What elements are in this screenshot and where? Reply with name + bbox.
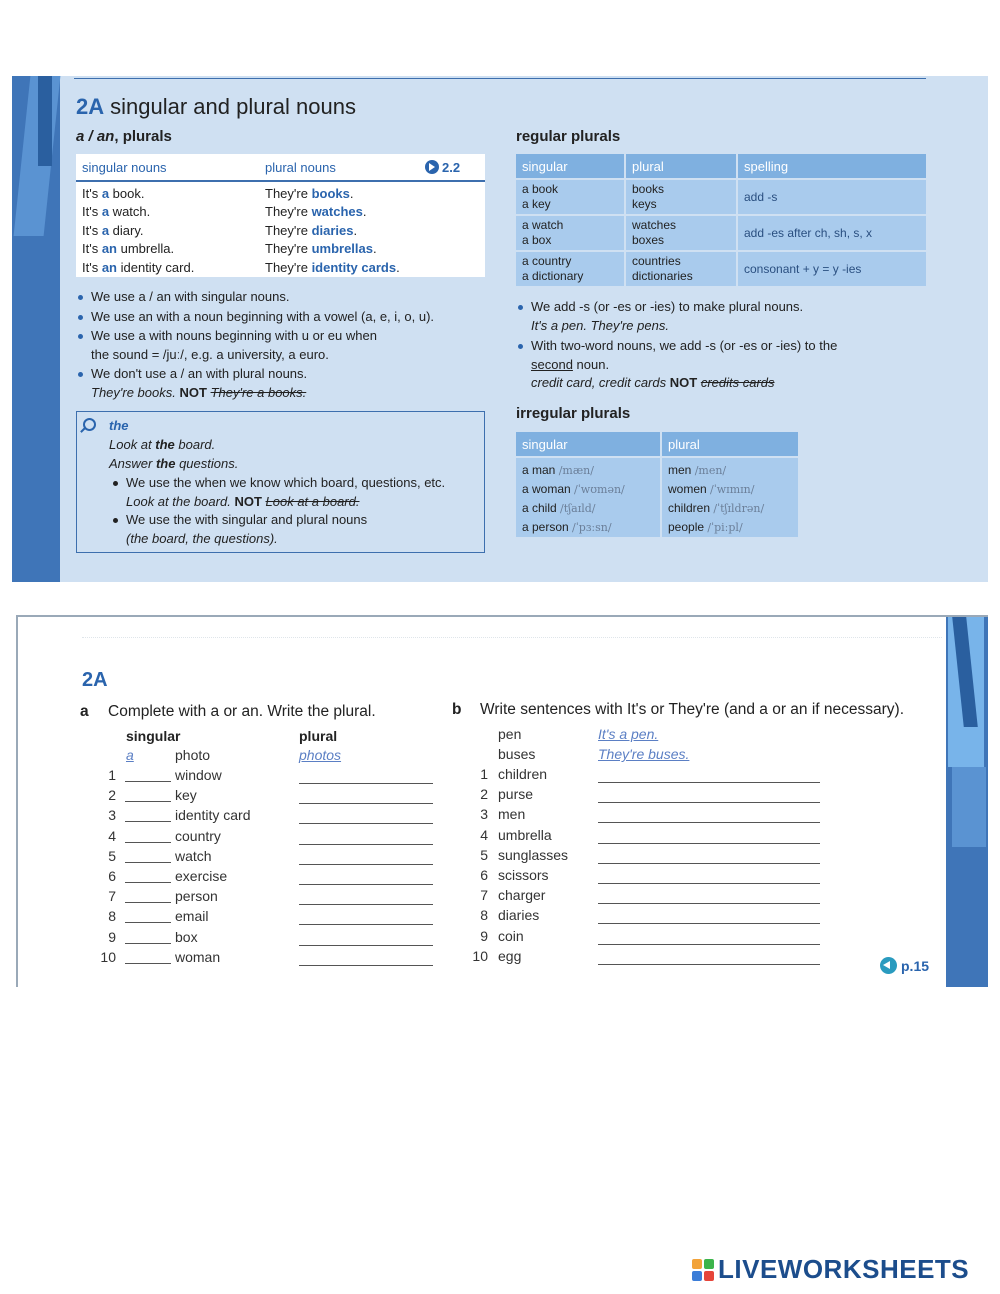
item-number: 8 bbox=[108, 908, 116, 925]
aan-row bbox=[76, 258, 485, 277]
col-plural-nouns: plural nouns bbox=[265, 159, 336, 175]
irr-singular: a person /ˈpɜːsn/ bbox=[515, 518, 661, 537]
reg-plural: books keys bbox=[625, 179, 737, 215]
top-rule bbox=[74, 78, 926, 79]
item-number: 7 bbox=[480, 887, 488, 904]
regular-plurals-heading: regular plurals bbox=[516, 128, 621, 145]
item-word: men bbox=[498, 806, 526, 823]
plural-example: They're umbrellas. bbox=[265, 241, 377, 257]
logo-square bbox=[692, 1271, 702, 1281]
the-info-box bbox=[76, 411, 485, 553]
item-number: 10 bbox=[100, 948, 116, 965]
exercise-b-row bbox=[18, 907, 918, 927]
item-number: 5 bbox=[480, 846, 488, 863]
reg-plural: watches boxes bbox=[625, 215, 737, 251]
exercise-b-row bbox=[18, 948, 918, 968]
singular-example: It's a book. bbox=[82, 185, 145, 201]
item-number: 2 bbox=[480, 786, 488, 803]
aan-row bbox=[76, 221, 485, 240]
col-singular-nouns: singular nouns bbox=[82, 159, 167, 175]
item-number: 1 bbox=[108, 767, 116, 783]
item-word: sunglasses bbox=[498, 846, 569, 863]
the-example-1: Look at the board. bbox=[109, 437, 216, 452]
reg-col-singular: singular bbox=[515, 153, 625, 179]
sentence-answer-input[interactable] bbox=[598, 928, 820, 945]
reg-singular: a book a key bbox=[515, 179, 625, 215]
sentence-answer-input[interactable] bbox=[598, 948, 820, 965]
item-word: identity card bbox=[175, 807, 251, 824]
exercise-a-instruction: a Complete with a or an. Write the plural. bbox=[80, 703, 376, 720]
item-number: 6 bbox=[480, 867, 488, 883]
exercise-b-row bbox=[18, 806, 918, 826]
item-number: 5 bbox=[108, 847, 116, 864]
page-reference[interactable]: p.15 bbox=[880, 957, 929, 974]
singular-example: It's an identity card. bbox=[82, 259, 195, 275]
item-number: 9 bbox=[108, 928, 116, 945]
example-row-b bbox=[18, 746, 918, 766]
item-word: charger bbox=[498, 887, 546, 904]
example-row-b bbox=[18, 726, 918, 746]
col-plural: plural bbox=[299, 728, 338, 744]
col-singular: singular bbox=[126, 728, 181, 744]
item-number: 10 bbox=[472, 947, 488, 964]
item-word: umbrella bbox=[498, 826, 552, 843]
the-example-2: Answer the questions. bbox=[109, 456, 239, 471]
irr-plural: women /ˈwɪmɪn/ bbox=[661, 480, 799, 499]
sentence-answer-input[interactable] bbox=[598, 867, 820, 884]
plural-example: They're identity cards. bbox=[265, 259, 400, 275]
item-number: 3 bbox=[480, 806, 488, 823]
unit-code: 2A bbox=[76, 94, 105, 119]
reg-row bbox=[515, 179, 927, 215]
item-number: 7 bbox=[108, 888, 116, 905]
audio-track[interactable]: 2.2 bbox=[425, 160, 460, 175]
irregular-plurals-table bbox=[514, 430, 800, 537]
example-plural: photos bbox=[299, 747, 342, 763]
item-word: person bbox=[175, 888, 218, 905]
item-word: country bbox=[175, 827, 221, 844]
plural-example: They're diaries. bbox=[265, 222, 358, 238]
item-word: coin bbox=[498, 927, 524, 944]
irr-singular: a man /mæn/ bbox=[515, 457, 661, 480]
irr-plural: people /ˈpiːpl/ bbox=[661, 518, 799, 537]
item-word: woman bbox=[175, 948, 221, 965]
regular-plurals-table bbox=[514, 152, 928, 288]
irr-col-plural: plural bbox=[661, 431, 799, 457]
example-sentence: They're buses. bbox=[598, 746, 690, 762]
right-decor-stripe bbox=[946, 617, 988, 987]
sentence-answer-input[interactable] bbox=[598, 907, 820, 924]
reg-singular: a watch a box bbox=[515, 215, 625, 251]
reg-singular: a country a dictionary bbox=[515, 251, 625, 287]
aan-table bbox=[76, 154, 485, 277]
example-word: pen bbox=[498, 726, 522, 742]
reg-note-2: With two-word nouns, we add -s (or -es or -ies) to the second noun. credit card, credit cards NOT credits cards bbox=[516, 337, 936, 393]
exercise-b-row bbox=[18, 847, 918, 867]
left-decor-stripe bbox=[12, 76, 60, 582]
sentence-answer-input[interactable] bbox=[598, 806, 820, 823]
irr-row bbox=[515, 457, 799, 480]
aan-heading: a / an, plurals bbox=[76, 128, 172, 145]
singular-example: It's an umbrella. bbox=[82, 241, 175, 257]
item-number: 6 bbox=[108, 868, 116, 884]
item-word: key bbox=[175, 787, 197, 804]
audio-icon[interactable] bbox=[425, 160, 439, 174]
logo-square bbox=[692, 1259, 702, 1269]
note-item: We use an with a noun beginning with a vowel (a, e, i, o, u). bbox=[76, 308, 496, 327]
irr-row bbox=[515, 499, 799, 518]
the-box-title: the bbox=[109, 418, 129, 433]
dotted-rule bbox=[82, 637, 942, 638]
magnifier-icon bbox=[83, 418, 96, 431]
item-word: watch bbox=[175, 847, 212, 864]
reg-plural: countries dictionaries bbox=[625, 251, 737, 287]
aan-row bbox=[76, 240, 485, 259]
back-arrow-icon[interactable] bbox=[880, 957, 897, 974]
item-word: children bbox=[498, 766, 548, 782]
unit-title: singular and plural nouns bbox=[110, 94, 356, 119]
reg-col-plural: plural bbox=[625, 153, 737, 179]
item-number: 4 bbox=[480, 826, 488, 843]
item-word: exercise bbox=[175, 868, 228, 884]
exercise-panel bbox=[16, 615, 988, 987]
sentence-answer-input[interactable] bbox=[598, 766, 820, 783]
item-number: 4 bbox=[108, 827, 116, 844]
example-sentence: It's a pen. bbox=[598, 726, 659, 742]
item-word: scissors bbox=[498, 867, 549, 883]
liveworksheets-logo bbox=[692, 1254, 969, 1285]
exercise-b-row bbox=[18, 887, 918, 907]
reg-spelling: add -es after ch, sh, s, x bbox=[737, 215, 927, 251]
exercise-b-row bbox=[18, 928, 918, 948]
reg-note-1: We add -s (or -es or -ies) to make plural nouns. It's a pen. They're pens. bbox=[516, 298, 936, 335]
item-word: purse bbox=[498, 786, 534, 803]
plural-example: They're books. bbox=[265, 185, 354, 201]
example-word: photo bbox=[175, 747, 211, 763]
aan-row bbox=[76, 203, 485, 222]
item-number: 9 bbox=[480, 927, 488, 944]
note-item: We use a with nouns beginning with u or eu when the sound = /juː/, e.g. a university, a euro. bbox=[76, 327, 496, 364]
reg-spelling: add -s bbox=[737, 179, 927, 215]
plural-example: They're watches. bbox=[265, 204, 367, 220]
sentence-answer-input[interactable] bbox=[598, 847, 820, 864]
aan-notes bbox=[76, 288, 496, 403]
reg-row bbox=[515, 251, 927, 287]
logo-square bbox=[704, 1259, 714, 1269]
example-word: buses bbox=[498, 746, 536, 762]
aan-row bbox=[76, 184, 485, 203]
grammar-reference-panel bbox=[12, 76, 988, 582]
sentence-answer-input[interactable] bbox=[598, 827, 820, 844]
irr-row bbox=[515, 518, 799, 537]
item-number: 2 bbox=[108, 787, 116, 804]
item-word: window bbox=[175, 767, 222, 783]
exercise-b-instruction: b Write sentences with It's or They're (and a or an if necessary). bbox=[452, 701, 905, 718]
the-note-1: We use the when we know which board, questions, etc. Look at the board. NOT Look at a board. bbox=[111, 474, 445, 511]
exercise-b-row bbox=[18, 766, 918, 786]
irr-col-singular: singular bbox=[515, 431, 661, 457]
aan-table-header bbox=[76, 154, 485, 182]
irr-plural: men /men/ bbox=[661, 457, 799, 480]
exercise-b-row bbox=[18, 786, 918, 806]
item-word: box bbox=[175, 928, 198, 945]
reg-spelling: consonant + y = y -ies bbox=[737, 251, 927, 287]
note-item: We use a / an with singular nouns. bbox=[76, 288, 496, 307]
reg-row bbox=[515, 215, 927, 251]
logo-square bbox=[704, 1271, 714, 1281]
irr-singular: a woman /ˈwʊmən/ bbox=[515, 480, 661, 499]
item-word: egg bbox=[498, 947, 522, 964]
page-title bbox=[76, 94, 356, 120]
exercise-b-row bbox=[18, 827, 918, 847]
item-word: email bbox=[175, 908, 209, 925]
sentence-answer-input[interactable] bbox=[598, 887, 820, 904]
reg-col-spelling: spelling bbox=[737, 153, 927, 179]
singular-example: It's a watch. bbox=[82, 204, 151, 220]
irr-singular: a child /tʃaɪld/ bbox=[515, 499, 661, 518]
item-number: 3 bbox=[108, 807, 116, 824]
item-word: diaries bbox=[498, 907, 540, 924]
irr-row bbox=[515, 480, 799, 499]
note-item: We don't use a / an with plural nouns. They're books. NOT They're a books. bbox=[76, 365, 496, 402]
sentence-answer-input[interactable] bbox=[598, 786, 820, 803]
exercise-b-row bbox=[18, 867, 918, 887]
exercise-unit: 2A bbox=[82, 669, 108, 691]
item-number: 8 bbox=[480, 907, 488, 924]
irr-plural: children /ˈtʃɪldrən/ bbox=[661, 499, 799, 518]
logo-mark-icon bbox=[692, 1259, 714, 1281]
example-article: a bbox=[126, 747, 134, 763]
singular-example: It's a diary. bbox=[82, 222, 144, 238]
logo-text: LIVEWORKSHEETS bbox=[718, 1254, 970, 1284]
regular-notes bbox=[516, 298, 936, 394]
item-number: 1 bbox=[480, 766, 488, 782]
irregular-plurals-heading: irregular plurals bbox=[516, 405, 631, 422]
the-note-2: We use the with singular and plural nouns (the board, the questions). bbox=[111, 511, 445, 548]
